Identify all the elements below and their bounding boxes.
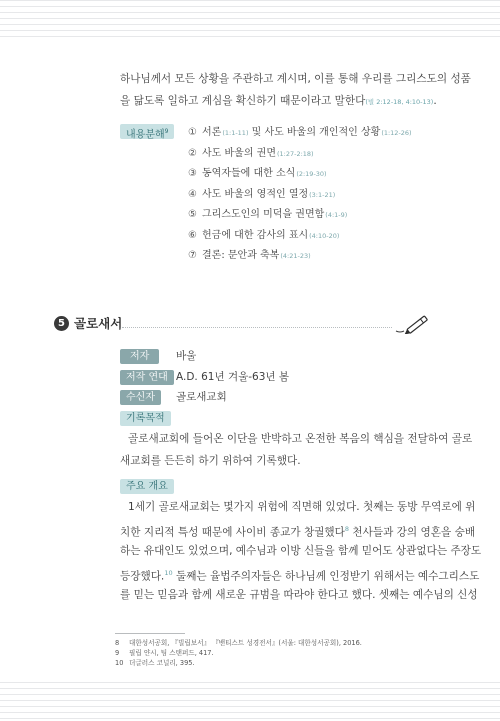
footnote-number: 8 <box>115 639 120 647</box>
item-number: ⑤ <box>188 209 197 220</box>
summary-label: 주요 개요 <box>120 479 174 494</box>
contents-badge <box>120 124 174 139</box>
summary-line-4-end: 둘째는 율법주의자들은 하나님께 인정받기 위해서는 예수그리스도 <box>172 570 480 583</box>
contents-badge-ref: 9 <box>164 128 169 135</box>
summary-line-5: 를 믿는 믿음과 함께 새로운 규범을 따라야 한다고 했다. 셋째는 예수님의 신성 <box>120 589 478 601</box>
item-range: (1:27-2:18) <box>276 149 314 158</box>
item-text: 그리스도인의 미덕을 권면함 <box>202 209 325 220</box>
footnote-ref-10: 10 <box>164 569 173 577</box>
contents-list <box>188 123 412 267</box>
item-range: (4:21-23) <box>280 252 311 260</box>
footnote-text: 대한성서공회, 『빌립보서』 『밴티스트 성경전서』(서울: 대한성서공회), 2016. <box>129 639 362 647</box>
item-number: ⑦ <box>188 250 197 261</box>
intro-line-1: 하나님께서 모든 상황을 주관하고 계시며, 이를 통해 우리를 그리스도의 성품 <box>120 73 471 85</box>
item-text: 헌금에 대한 감사의 표시 <box>202 229 309 241</box>
item-range: (2:19-30) <box>296 170 327 178</box>
author-value: 바울 <box>176 350 197 362</box>
footnote <box>115 639 362 648</box>
summary-line-3: 하는 유대인도 있었으며, 예수님과 이방 신들을 함께 믿어도 상관없다는 주장도 <box>120 545 482 557</box>
pen-icon <box>394 312 434 334</box>
footnote-text: 필립 얀시, 팀 스탠퍼드, 417. <box>129 649 214 657</box>
item-number: ② <box>188 147 197 159</box>
contents-item <box>188 144 412 165</box>
footnote-number: 9 <box>115 649 120 657</box>
footnote <box>115 659 195 668</box>
item-number: ⑥ <box>188 229 197 241</box>
item-text: 서론 <box>202 127 222 138</box>
contents-item <box>188 226 412 247</box>
item-number: ① <box>188 127 197 138</box>
intro-line-2-text: 을 닮도록 일하고 계심을 확신하기 때문이라고 말한다 <box>120 95 366 107</box>
footnote-text: 더글러스 코널리, 395. <box>129 659 195 667</box>
bottom-lined-band <box>0 682 500 721</box>
author-label: 저자 <box>120 349 159 364</box>
intro-line-2-end: . <box>433 95 437 107</box>
summary-line-1: 1세기 골로새교회는 몇가지 위험에 직면해 있었다. 첫째는 동방 무역로에 위 <box>128 501 476 513</box>
recipient-value: 골로새교회 <box>176 391 227 403</box>
contents-item <box>188 185 412 206</box>
item-text: 사도 바울의 영적인 열정 <box>202 188 309 200</box>
item-range: (4:1-9) <box>325 211 348 219</box>
intro-line-2 <box>120 90 437 113</box>
purpose-line-2: 새교회를 든든히 하기 위하여 기록했다. <box>120 455 301 467</box>
section-dotted-rule <box>122 327 392 328</box>
top-lined-band <box>0 0 500 39</box>
footnote-number: 10 <box>115 659 124 667</box>
contents-item <box>188 123 412 144</box>
summary-line-2-text: 치한 지리적 특성 때문에 사이비 종교가 창궐했다 <box>120 526 345 539</box>
item-text: 사도 바울의 권면 <box>202 147 276 159</box>
contents-item <box>188 246 412 267</box>
item-number: ③ <box>188 168 197 179</box>
item-text: 결론: 문안과 축복 <box>202 250 280 261</box>
footnote-rule <box>115 633 185 634</box>
item-range: (1:1-11) <box>222 129 249 137</box>
date-label: 저작 연대 <box>120 370 174 385</box>
section-number-badge: 5 <box>54 316 69 331</box>
purpose-label: 기록목적 <box>120 411 171 426</box>
date-value: A.D. 61년 겨울-63년 봄 <box>176 371 289 383</box>
contents-item <box>188 205 412 226</box>
item-range-2: (1:12-26) <box>381 129 412 137</box>
footnote-ref-8: 8 <box>344 525 350 533</box>
footnote <box>115 649 214 658</box>
purpose-line-1: 골로새교회에 들어온 이단을 반박하고 온전한 복음의 핵심을 전달하여 골로 <box>128 433 473 445</box>
item-text: 동역자들에 대한 소식 <box>202 168 296 179</box>
item-range: (3:1-21) <box>309 190 336 199</box>
recipient-label: 수신자 <box>120 390 161 405</box>
section-title: 골로새서 <box>74 316 123 331</box>
item-range: (4:10-20) <box>309 231 340 240</box>
contents-badge-label: 내용분해 <box>126 129 165 141</box>
intro-line-2-ref: (빌 2:12-18, 4:10-13) <box>365 98 434 106</box>
item-text-2: 및 사도 바울의 개인적인 상황 <box>248 127 381 138</box>
summary-line-2-end: 천사들과 강의 영혼을 숭배 <box>349 526 476 539</box>
item-number: ④ <box>188 188 197 200</box>
summary-line-4-text: 등장했다. <box>120 570 165 583</box>
contents-item <box>188 164 412 185</box>
